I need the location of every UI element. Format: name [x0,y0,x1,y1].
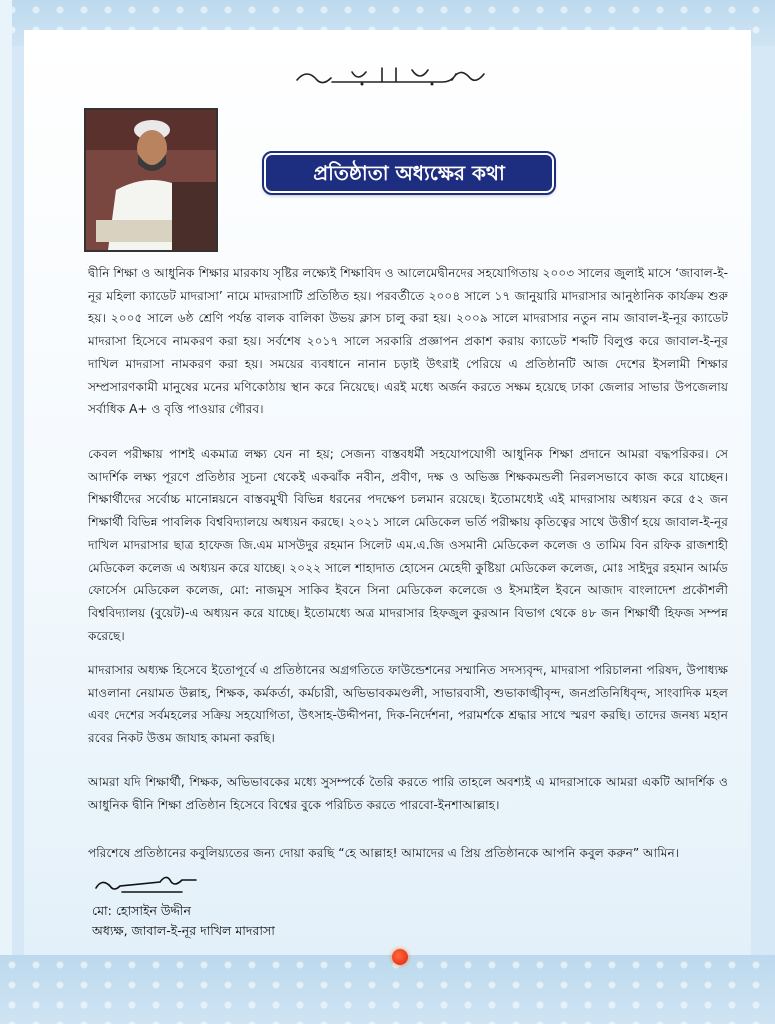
signer-role: অধ্যক্ষ, জাবাল-ই-নূর দাখিল মাদরাসা [92,923,275,938]
paragraph-prayer: পরিশেষে প্রতিষ্ঠানের কবুলিয়্যতের জন্য দোয়া করছি “হে আল্লাহ! আমাদের এ প্রিয় প্রতিষ্ঠানকে আপনি কবুল করুন” আমিন। [88,846,680,860]
left-margin-strip [0,0,12,1024]
paragraph-acknowledgement: মাদরাসার অধ্যক্ষ হিসেবে ইতোপূর্বে এ প্রতিষ্ঠানের অগ্রগতিতে ফাউন্ডেশনের সম্মানিত সদস্যবৃন্দ, মাদরাসা পরিচালনা পরিষদ, উপাধ্যক্ষ মাওলানা নেয়ামত উল্লাহ, শিক্ষক, কর্মকর্তা, কর্মচারী, অভিভাবকমণ্ডলী, সাভারবাসী, শুভাকাঙ্খীবৃন্দ, জনপ্রতিনিধিবৃন্দ, সাংবাদিক মহল এবং দেশের সর্বমহলের সক্রিয় সহযোগিতা, উৎসাহ-উদ্দীপনা, দিক-নির্দেশনা, পরামর্শকে শ্রদ্ধার সাথে স্মরণ করছি। তাদের জনষ্য মহান রবের নিকট উত্তম জাযাহ কামনা করছি। [88,663,728,746]
paragraph-history: দ্বীনি শিক্ষা ও আধুনিক শিক্ষার মারকায সৃষ্টির লক্ষ্যেই শিক্ষাবিদ ও আলেমেদ্বীনদের সহযোগিতায় ২০০৩ সালের জুলাই মাসে ‘জাবাল-ই-নূর মহিলা ক্যাডেট মাদরাসা’ নামে মাদরাসাটি প্রতিষ্ঠিত হয়। পরবর্তীতে ২০০৪ সালে ১৭ জানুয়ারি মাদরাসার আনুষ্ঠানিক কার্যক্রম শুরু হয়। ২০০৫ সালে ৬ষ্ঠ শ্রেণি পর্যন্ত বালক বালিকা উভয় ক্লাস চালু করা হয়। ২০০৯ সালে মাদরাসার নতুন নাম জাবাল-ই-নূর ক্যাডেট মাদরাসা হিসেবে নামকরণ করা হয়। সর্বশেষ ২০১৭ সালে সরকারি প্রজ্ঞাপন প্রকাশ করায় ক্যাডেট শব্দটি বিলুপ্ত করে জাবাল-ই-নূর দাখিল মাদরাসা নামকরণ করা হয়। সময়ের ব্যবধানে নানান চড়াই উৎরাই পেরিয়ে এ প্রতিষ্ঠানটি আজ দেশের ইসলামী শিক্ষার সম্প্রসারণকামী মানুষের মনের মণিকোঠায় স্থান করে নিয়েছে। এরই মধ্যে অর্জন করতে সক্ষম হয়েছে ঢাকা জেলার সাভার উপজেলায় সর্বাধিক A+ ও বৃত্তি পাওয়ার গৌরব। [88,266,728,417]
signature-icon [92,872,202,898]
page-title: প্রতিষ্ঠাতা অধ্যক্ষের কথা [264,153,554,193]
bismillah-calligraphy-icon [292,62,492,88]
paragraph-aspiration: আমরা যদি শিক্ষার্থী, শিক্ষক, অভিভাবকের মধ্যে সুসম্পর্কে তৈরি করতে পারি তাহলে অবশ্যই এ মাদরাসাকে আমরা একটি আদর্শিক ও আধুনিক দ্বীনি শিক্ষা প্রতিষ্ঠান হিসেবে বিশ্বের বুকে পরিচিত করতে পারবো-ইনশাআল্লাহ। [88,775,728,812]
signer-name: মো: হোসাইন উদ্দীন [92,903,191,918]
founder-photo [84,108,218,252]
bottom-decorative-border [0,955,775,1024]
decorative-dot-icon [392,949,408,965]
paragraph-achievements: কেবল পরীক্ষায় পাশই একমাত্র লক্ষ্য যেন না হয়; সেজন্য বাস্তবধর্মী সহযোপযোগী আধুনিক শিক্ষা প্রদানে আমরা বদ্ধপরিকর। সে আদর্শিক লক্ষ্য পূরণে প্রতিষ্ঠার সূচনা থেকেই একঝাঁক নবীন, প্রবীণ, দক্ষ ও অভিজ্ঞ শিক্ষকমন্ডলী নিরলসভাবে কাজ করে যাচ্ছেন। শিক্ষার্থীদের সর্বোচ্চ মানোন্নয়নে বাস্তবমুখী বিভিন্ন ধরনের পদক্ষেপ চলমান রয়েছে। ইতোমধ্যেই এই মাদরাসায় অধ্যয়ন করে ৫২ জন শিক্ষার্থী বিভিন্ন পাবলিক বিশ্ববিদ্যালয়ে অধ্যয়ন করছে। ২০২১ সালে মেডিকেল ভর্তি পরীক্ষায় কৃতিত্বের সাথে উত্তীর্ণ হয়ে জাবাল-ই-নূর দাখিল মাদরাসার ছাত্র হাফেজ জি.এম মাসউদুর রহমান সিলেট এম.এ.জি ওসমানী মেডিকেল কলেজ ও তামিম বিন রফিক রাজশাহী মেডিকেল কলেজ এ অধ্যয়ন করে যাচ্ছে। ২০২২ সালে শাহাদাত হোসেন মেহেদী কুষ্টিয়া মেডিকেল কলেজ, মোঃ সাইদুর রহমান আর্মড ফোর্সেস মেডিকেল কলেজ, মো: নাজমুস সাকিব ইবনে সিনা মেডিকেল কলেজে ও ইসমাইল ইবনে আজাদ বাংলাদেশ প্রকৌশলী বিশ্ববিদ্যালয় (বুয়েট)-এ অধ্যয়ন করে যাচ্ছে। ইতোমধ্যে অত্র মাদরাসার হিফজুল কুরআন বিভাগ থেকে ৪৮ জন শিক্ষার্থী হিফজ সম্পন্ন করেছে। [88,447,728,643]
founder-portrait-icon [86,110,216,250]
